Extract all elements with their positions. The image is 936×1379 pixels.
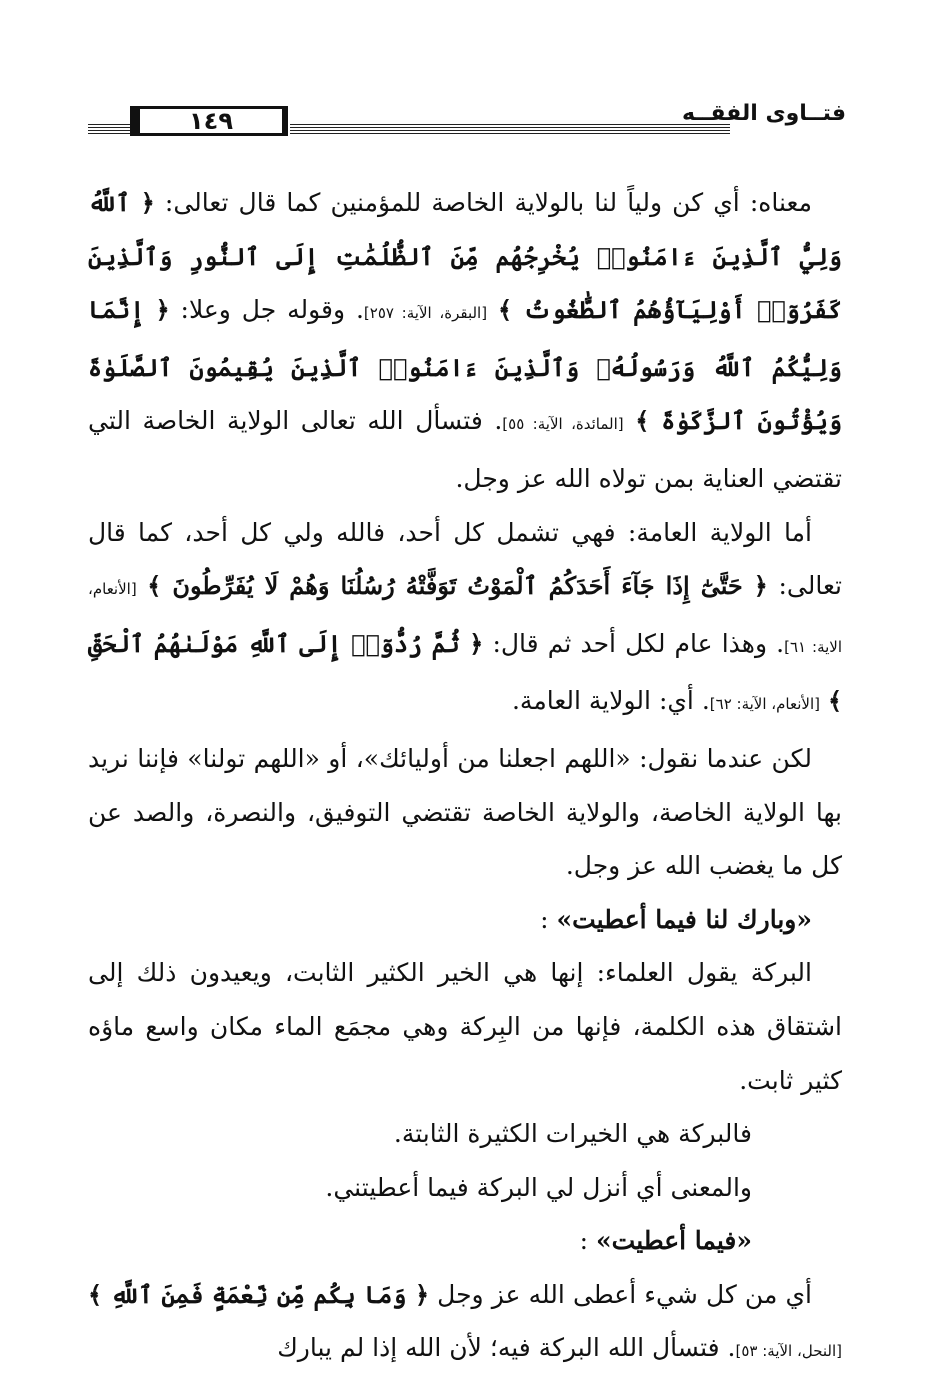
verse-citation: [المائدة، الآية: ٥٥] xyxy=(502,415,624,434)
quran-verse: ﴿ ثُمَّ رُدُّوٓا۟ إِلَى ٱللَّهِ مَوْلَىٰهُمُ ٱلْحَقِّ ﴾ xyxy=(88,628,842,716)
section-heading-barik xyxy=(88,893,842,947)
verse-citation: [النحل، الآية: ٥٣] xyxy=(735,1342,842,1361)
paragraph-every-gift xyxy=(88,1268,842,1379)
verse-citation: [البقرة، الآية: ٢٥٧] xyxy=(363,304,488,323)
text: أي من كل شيء أعطى الله عز وجل xyxy=(429,1279,812,1309)
text: . وقوله جل وعلا: xyxy=(169,295,364,325)
paragraph-baraka-meaning: البركة يقول العلماء: إنها هي الخير الكثير الثابت، ويعيدون ذلك إلى اشتقاق هذه الكلمة، فإنها من البِركة وهي مجمَع الماء مكان واسع ماؤه كثير ثابت. xyxy=(88,958,842,1095)
book-title: فتــاوى الفقــه xyxy=(681,101,846,126)
paragraph-dua-explanation: لكن عندما نقول: «اللهم اجعلنا من أوليائك»، أو «اللهم تولنا» فإننا نريد بها الولاية الخاصة، والولاية الخاصة تقتضي التوفيق، والنصرة، والصد عن كل ما يغضب الله عز وجل. xyxy=(88,743,842,881)
paragraph-wilaya-amma xyxy=(88,506,842,732)
paragraph-baraka-summary: فالبركة هي الخيرات الكثيرة الثابتة. xyxy=(393,1119,752,1149)
text: . فتسأل الله البركة فيه؛ لأن الله إذا لم يبارك xyxy=(277,1333,736,1363)
text: . أي: الولاية العامة. xyxy=(511,686,710,716)
quran-verse: ﴿ حَتَّىٰٓ إِذَا جَآءَ أَحَدَكُمُ ٱلْمَوْتُ تَوَفَّتْهُ رُسُلُنَا وَهُمْ لَا يُفَرِّطُونَ ﴾ xyxy=(147,571,768,601)
header-rule-left xyxy=(88,124,130,134)
page-body xyxy=(88,176,842,1379)
quran-verse: ﴿ إِنَّمَا وَلِيُّكُمُ ٱللَّهُ وَرَسُولُهُۥ وَٱلَّذِينَ ءَامَنُوا۟ ٱلَّذِينَ يُقِيمُونَ ٱلصَّلَوٰةَ وَيُؤْتُونَ ٱلزَّكَوٰةَ ﴾ xyxy=(88,295,843,436)
heading-colon: : xyxy=(579,1226,589,1256)
paragraph-wilaya-khassa xyxy=(88,176,842,506)
verse-citation: [الأنعام، الآية: ٦٢] xyxy=(709,695,820,714)
paragraph-meaning: والمعنى أي أنزل لي البركة فيما أعطيتني. xyxy=(325,1172,752,1202)
text: أما الولاية العامة: فهي تشمل كل أحد، فالله ولي كل أحد، كما قال تعالى: xyxy=(88,517,842,601)
text: . وهذا عام لكل أحد ثم قال: xyxy=(483,628,785,658)
text: . فتسأل الله تعالى الولاية الخاصة التي تقتضي العناية بمن تولاه الله عز وجل. xyxy=(88,406,842,493)
heading-label: «فيما أعطيت» xyxy=(596,1226,752,1256)
page-number: ١٤٩ xyxy=(130,106,288,136)
heading-label: «وبارك لنا فيما أعطيت» xyxy=(556,904,812,934)
quran-verse: ﴿ وَمَا بِكُم مِّن نِّعْمَةٍ فَمِنَ ٱللَّهِ ﴾ xyxy=(88,1279,430,1309)
heading-colon: : xyxy=(540,904,549,934)
quran-verse: ﴿ ٱللَّهُ وَلِيُّ ٱلَّذِينَ ءَامَنُوا۟ يُخْرِجُهُم مِّنَ ٱلظُّلُمَٰتِ إِلَى ٱلنُّورِ وَٱلَّذِينَ كَفَرُوٓا۟ أَوْلِيَآؤُهُمُ ٱلطَّٰغُوتُ ﴾ xyxy=(88,188,843,325)
header-rule-right xyxy=(290,124,730,134)
text: معناه: أي كن ولياً لنا بالولاية الخاصة للمؤمنين كما قال تعالى: xyxy=(154,188,812,217)
verse-citation: [الأنعام، الاية: ٦١] xyxy=(88,580,843,656)
section-heading-fima-aatayt xyxy=(88,1214,842,1268)
running-header xyxy=(88,96,846,142)
